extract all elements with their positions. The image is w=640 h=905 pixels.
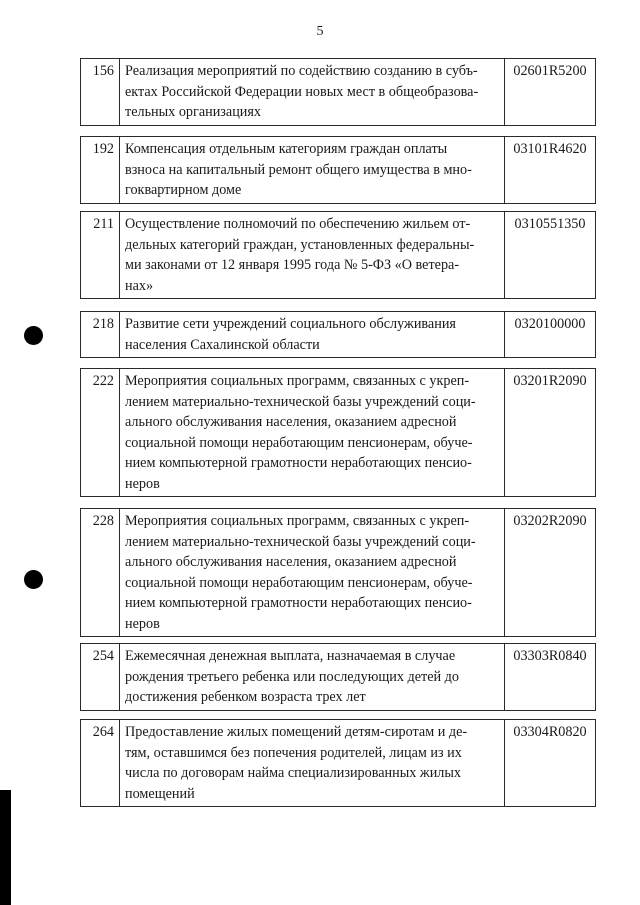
description-line: числа по договорам найма специализированных жилых	[125, 765, 461, 781]
entry-description	[120, 369, 505, 497]
description-line: достижения ребенком возраста трех лет	[125, 689, 366, 705]
description-line: ми законами от 12 января 1995 года № 5-ФЗ «О ветера-	[125, 257, 460, 273]
description-line: неров	[125, 475, 160, 492]
entry-description	[120, 59, 505, 126]
entry-code: 02601R5200	[505, 59, 596, 126]
budget-entry-table	[80, 58, 596, 126]
table-row	[81, 644, 596, 711]
description-line: социальной помощи неработающим пенсионерам, обуче-	[125, 574, 473, 591]
budget-entry-table	[80, 643, 596, 711]
entry-number: 254	[81, 644, 120, 711]
description-line: Ежемесячная денежная выплата, назначаемая в случае	[125, 648, 456, 664]
description-line: ального обслуживания населения, оказанием адресной	[125, 554, 457, 570]
entry-description	[120, 312, 505, 358]
entry-code: 03304R0820	[505, 720, 596, 807]
table-row	[81, 137, 596, 204]
description-line: рождения третьего ребенка или последующих детей до	[125, 668, 459, 685]
budget-entry-table	[80, 508, 596, 637]
entry-code: 03202R2090	[505, 509, 596, 637]
entry-code: 03201R2090	[505, 369, 596, 497]
description-line: Мероприятия социальных программ, связанных с укреп-	[125, 373, 470, 389]
description-line: тям, оставшимся без попечения родителей, лицам из их	[125, 744, 462, 761]
entry-code: 03303R0840	[505, 644, 596, 711]
table-row	[81, 312, 596, 358]
entry-code: 0310551350	[505, 212, 596, 299]
entry-number: 192	[81, 137, 120, 204]
entry-number: 222	[81, 369, 120, 497]
budget-entry-table	[80, 311, 596, 358]
description-line: нием компьютерной грамотности неработающих пенсио-	[125, 455, 472, 471]
description-line: Осуществление полномочий по обеспечению жильем от-	[125, 216, 471, 232]
budget-entry-table	[80, 368, 596, 497]
description-line: неров	[125, 615, 160, 632]
entry-number: 211	[81, 212, 120, 299]
description-line: населения Сахалинской области	[125, 336, 320, 353]
table-row	[81, 59, 596, 126]
description-line: дельных категорий граждан, установленных федеральны-	[125, 236, 475, 253]
description-line: лением материально-технической базы учреждений соци-	[125, 533, 476, 550]
budget-entry-table	[80, 211, 596, 299]
description-line: лением материально-технической базы учреждений соци-	[125, 393, 476, 410]
description-line: ектах Российской Федерации новых мест в общеобразова-	[125, 83, 479, 100]
description-line: ального обслуживания населения, оказанием адресной	[125, 414, 457, 430]
description-line: Компенсация отдельным категориям граждан оплаты	[125, 141, 448, 157]
description-line: нах»	[125, 277, 154, 294]
punch-hole-mark	[24, 570, 43, 589]
entry-number: 228	[81, 509, 120, 637]
entry-description	[120, 644, 505, 711]
entry-description	[120, 720, 505, 807]
description-line: тельных организациях	[125, 104, 262, 120]
description-line: нием компьютерной грамотности неработающих пенсио-	[125, 595, 472, 611]
description-line: гоквартирном доме	[125, 182, 242, 198]
table-row	[81, 509, 596, 637]
description-line: взноса на капитальный ремонт общего имущества в мно-	[125, 161, 472, 178]
punch-hole-mark	[24, 326, 43, 345]
description-line: социальной помощи неработающим пенсионерам, обуче-	[125, 434, 473, 451]
entry-number: 264	[81, 720, 120, 807]
budget-entry-table	[80, 719, 596, 807]
table-row	[81, 212, 596, 299]
entry-description	[120, 509, 505, 637]
entry-code: 03101R4620	[505, 137, 596, 204]
description-line: Реализация мероприятий по содействию созданию в субъ-	[125, 63, 478, 79]
description-line: Развитие сети учреждений социального обслуживания	[125, 316, 456, 332]
entry-code: 0320100000	[505, 312, 596, 358]
entry-description	[120, 212, 505, 299]
table-row	[81, 720, 596, 807]
budget-entry-table	[80, 136, 596, 204]
entry-number: 156	[81, 59, 120, 126]
entry-number: 218	[81, 312, 120, 358]
table-row	[81, 369, 596, 497]
description-line: Мероприятия социальных программ, связанных с укреп-	[125, 513, 470, 529]
description-line: помещений	[125, 785, 195, 802]
description-line: Предоставление жилых помещений детям-сиротам и де-	[125, 724, 468, 740]
scan-edge-bar	[0, 790, 11, 905]
entry-description	[120, 137, 505, 204]
page-number: 5	[316, 24, 324, 39]
